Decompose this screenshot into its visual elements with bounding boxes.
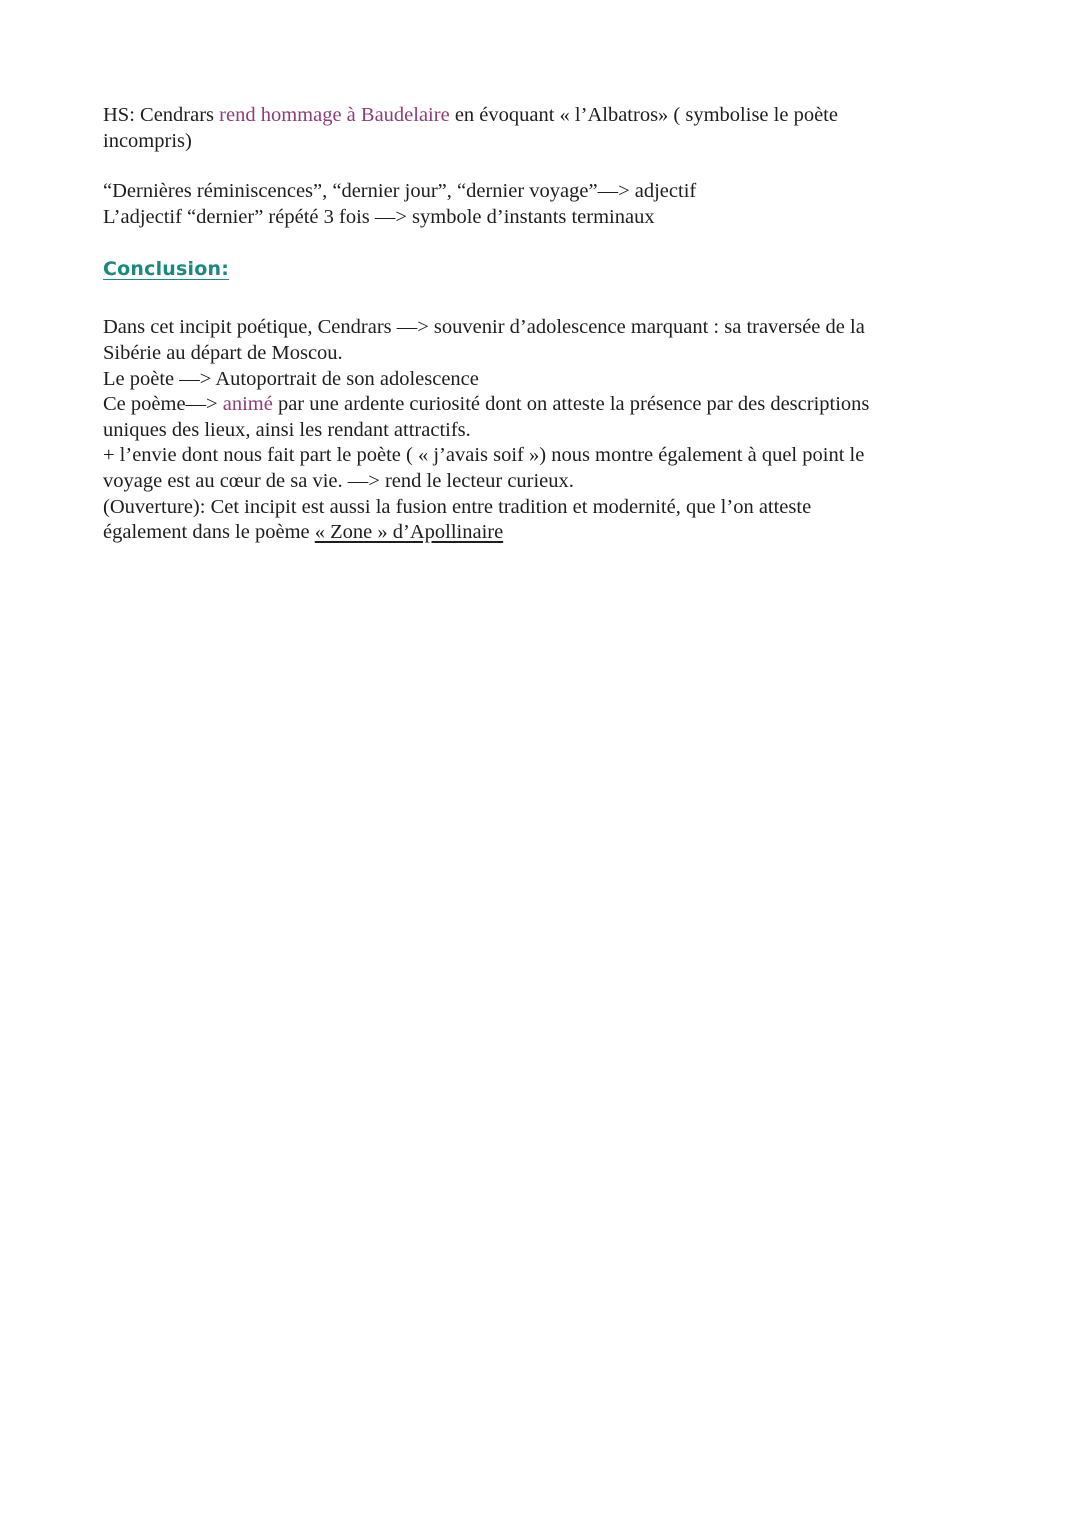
conclusion-line-4-prefix: Ce poème—> — [103, 393, 223, 416]
hommage-line-1 — [103, 103, 1003, 129]
conclusion-line-9 — [103, 520, 1003, 546]
conclusion-paragraph — [103, 315, 1003, 545]
anime-highlight: animé — [222, 393, 273, 416]
conclusion-line-1: Dans cet incipit poétique, Cendrars —> souvenir d’adolescence marquant : sa traversée de la — [103, 316, 865, 339]
conclusion-line-4 — [103, 392, 1003, 418]
conclusion-line-6: + l’envie dont nous fait part le poète ( « j’avais soif ») nous montre également à quel point le — [103, 444, 865, 467]
dernier-line-1: “Dernières réminiscences”, “dernier jour”, “dernier voyage”—> adjectif — [103, 180, 697, 203]
conclusion-line-7: voyage est au cœur de sa vie. —> rend le lecteur curieux. — [103, 469, 574, 492]
conclusion-line-5: uniques des lieux, ainsi les rendant attractifs. — [103, 418, 471, 441]
conclusion-line-2: Sibérie au départ de Moscou. — [103, 341, 343, 364]
hommage-prefix: HS: Cendrars — [103, 104, 220, 126]
hommage-highlight: rend hommage à Baudelaire — [219, 104, 450, 126]
zone-apollinaire-reference: « Zone » d’Apollinaire — [314, 521, 504, 544]
hommage-suffix: en évoquant « l’Albatros» ( symbolise le poète — [449, 104, 838, 126]
dernier-paragraph — [103, 179, 1003, 230]
conclusion-heading: Conclusion: — [103, 258, 230, 281]
spacer — [103, 283, 1003, 315]
spacer — [103, 154, 1003, 179]
conclusion-line-8: (Ouverture): Cet incipit est aussi la fusion entre tradition et modernité, que l’on atteste — [103, 495, 812, 518]
conclusion-line-4-suffix: par une ardente curiosité dont on atteste la présence par des descriptions — [272, 393, 870, 416]
document-page — [103, 103, 1003, 546]
conclusion-line-3: Le poète —> Autoportrait de son adolescence — [103, 367, 479, 390]
conclusion-line-9-prefix: également dans le poème — [103, 521, 315, 544]
hommage-line-2: incompris) — [103, 129, 192, 152]
hommage-paragraph — [103, 103, 1003, 154]
dernier-line-2: L’adjectif “dernier” répété 3 fois —> symbole d’instants terminaux — [103, 205, 655, 228]
spacer — [103, 230, 1003, 255]
